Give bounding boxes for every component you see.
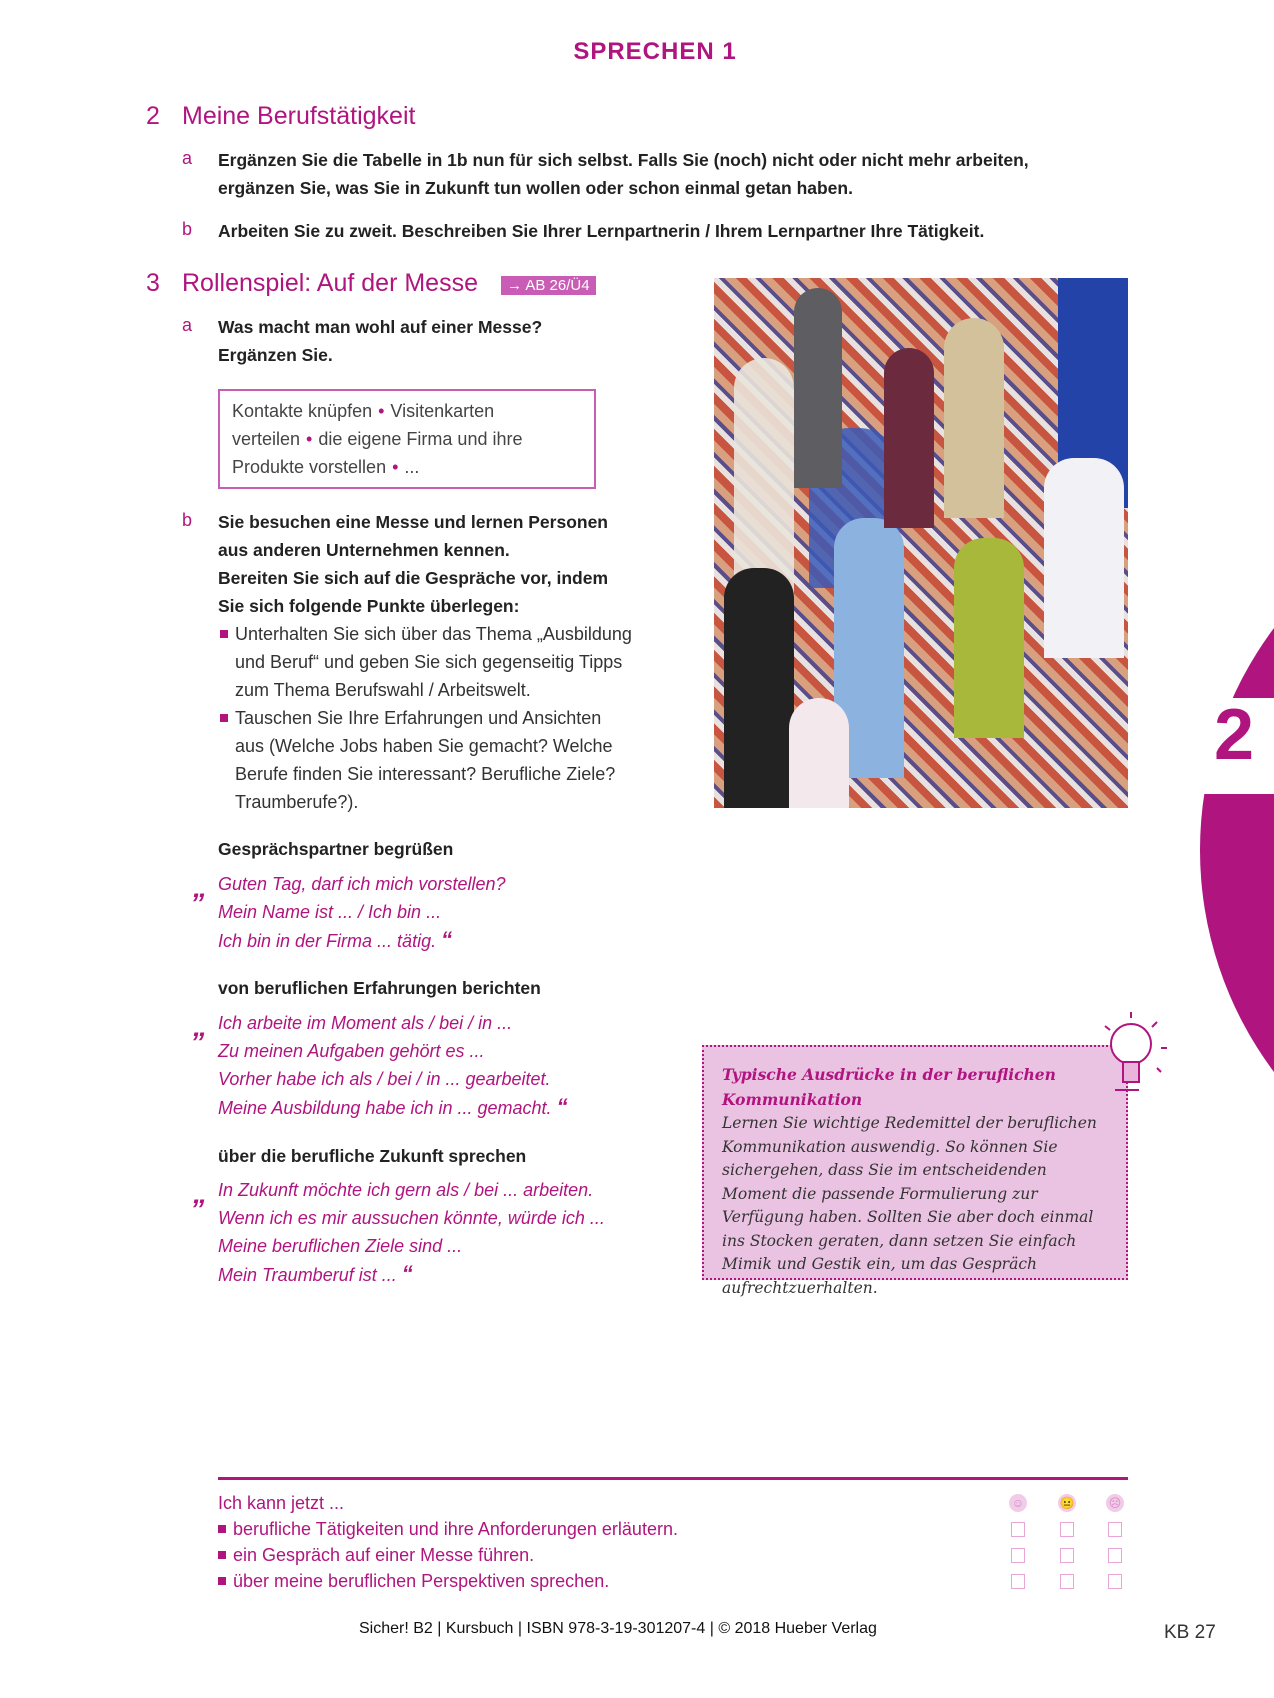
bullet-icon (218, 1577, 226, 1585)
quote-close-icon: “ (401, 1261, 413, 1286)
lightbulb-icon (1095, 1010, 1175, 1110)
phrase-list (218, 1009, 568, 1122)
phrase: Wenn ich es mir aussuchen könnte, würde ich ... (218, 1208, 605, 1228)
bullet-icon (218, 1525, 226, 1533)
bullet-line: Berufe finden Sie interessant? Berufliche Ziele? (235, 764, 616, 784)
separator: • (392, 457, 399, 477)
quote-close-icon: “ (556, 1094, 568, 1119)
checkbox[interactable] (1060, 1522, 1074, 1537)
word-item: Visitenkarten verteilen (232, 401, 495, 449)
checkbox[interactable] (1011, 1548, 1025, 1563)
separator: • (306, 429, 313, 449)
bullet-line: zum Thema Berufswahl / Arbeitswelt. (235, 680, 531, 700)
checkbox[interactable] (1108, 1548, 1122, 1563)
checkbox[interactable] (1011, 1574, 1025, 1589)
checkbox[interactable] (1108, 1574, 1122, 1589)
phrase: Ich arbeite im Moment als / bei / in ... (218, 1013, 513, 1033)
phrase-heading: Gesprächspartner begrüßen (218, 839, 454, 859)
phrase: Meine beruflichen Ziele sind ... (218, 1236, 463, 1256)
neutral-face-icon: 😐 (1059, 1496, 1075, 1510)
task-text: Ergänzen Sie die Tabelle in 1b nun für sich selbst. Falls Sie (noch) nicht oder nicht mehr arbeiten, (218, 150, 1029, 170)
word-item: Kontakte knüpfen (232, 401, 373, 421)
task-text: Sie besuchen eine Messe und lernen Personen (218, 512, 608, 532)
task-text: Ergänzen Sie. (218, 345, 333, 365)
chapter-number: 2 (1214, 695, 1255, 775)
sad-face-icon: ☹ (1106, 1494, 1124, 1512)
task-text: aus anderen Unternehmen kennen. (218, 540, 510, 560)
phrase-heading: über die berufliche Zukunft sprechen (218, 1146, 527, 1166)
bullet-item: Unterhalten Sie sich über das Thema „Ausbildung (220, 620, 632, 648)
task-text: Arbeiten Sie zu zweit. Beschreiben Sie Ihrer Lernpartnerin / Ihrem Lernpartner Ihre Tätigkeit. (218, 221, 985, 241)
word-item: die eigene Firma und ihre Produkte vorstellen (232, 429, 523, 477)
word-item: ... (404, 457, 420, 477)
phrase: Vorher habe ich als / bei / in ... gearbeitet. (218, 1069, 551, 1089)
book-code: KB (1164, 1622, 1190, 1643)
divider (218, 1477, 1128, 1480)
section-number: 2 (146, 102, 160, 130)
workbook-reference-badge[interactable]: → AB 26/Ü4 (501, 276, 596, 295)
task-text: Sie sich folgende Punkte überlegen: (218, 596, 520, 616)
bullet-line: Traumberufe?). (235, 792, 359, 812)
phrase: In Zukunft möchte ich gern als / bei ... arbeiten. (218, 1180, 594, 1200)
bullet-icon (218, 1551, 226, 1559)
checkbox[interactable] (1108, 1522, 1122, 1537)
section-title: Rollenspiel: Auf der Messe (182, 269, 478, 297)
bullet-line: aus (Welche Jobs haben Sie gemacht? Welche (235, 736, 613, 756)
task-text: Was macht man wohl auf einer Messe? (218, 317, 543, 337)
phrase: Meine Ausbildung habe ich in ... gemacht. (218, 1098, 552, 1118)
bullet-list (220, 620, 632, 816)
bullet-item: Tauschen Sie Ihre Erfahrungen und Ansichten (220, 704, 632, 732)
tip-box (702, 1045, 1128, 1297)
page-title: SPRECHEN 1 (573, 38, 737, 65)
word-box (218, 389, 596, 489)
bullet-icon (220, 630, 228, 638)
can-do-item: berufliche Tätigkeiten und ihre Anforderungen erläutern. (218, 1516, 678, 1542)
task-text: ergänzen Sie, was Sie in Zukunft tun wollen oder schon einmal getan haben. (218, 178, 853, 198)
can-do-list (218, 1490, 678, 1594)
quote-open-icon: „ (193, 872, 207, 903)
phrase: Guten Tag, darf ich mich vorstellen? (218, 874, 506, 894)
can-do-intro: Ich kann jetzt ... (218, 1493, 345, 1513)
phrase: Ich bin in der Firma ... tätig. (218, 931, 437, 951)
tip-title: Typische Ausdrücke in der beruflichen Kommunikation (722, 1065, 1056, 1109)
quote-open-icon: „ (193, 1178, 207, 1209)
phrase: Mein Traumberuf ist ... (218, 1265, 397, 1285)
quote-close-icon: “ (441, 927, 453, 952)
can-do-item: über meine beruflichen Perspektiven sprechen. (218, 1568, 678, 1594)
checkbox[interactable] (1060, 1548, 1074, 1563)
task-label: b (182, 510, 193, 530)
task-text: Bereiten Sie sich auf die Gespräche vor, indem (218, 568, 609, 588)
phrase-heading: von beruflichen Erfahrungen berichten (218, 978, 541, 998)
phrase: Zu meinen Aufgaben gehört es ... (218, 1041, 485, 1061)
checkbox[interactable] (1011, 1522, 1025, 1537)
bullet-icon (220, 714, 228, 722)
page-number (1164, 1622, 1216, 1644)
checkbox[interactable] (1060, 1574, 1074, 1589)
footer-text: Sicher! B2 | Kursbuch | ISBN 978-3-19-301207-4 | © 2018 Hueber Verlag (359, 1620, 877, 1637)
section-title: Meine Berufstätigkeit (182, 102, 416, 130)
task-label: b (182, 219, 193, 239)
phrase-list (218, 1176, 605, 1289)
bullet-line: und Beruf“ und geben Sie sich gegenseitig Tipps (235, 652, 623, 672)
can-do-item: ein Gespräch auf einer Messe führen. (218, 1542, 678, 1568)
tip-body: Lernen Sie wichtige Redemittel der beruflichen Kommunikation auswendig. So können Sie sichergehen, dass Sie im entscheidenden Moment die passende Formulierung zur Verfügung haben. Sollten Sie aber doch einmal ins Stocken geraten, dann setzen Sie einfach Mimik und Gestik ein, um das Gespräch aufrechtzuerhalten. (722, 1114, 1097, 1297)
task-label: a (182, 315, 193, 335)
happy-face-icon: ☺ (1009, 1494, 1027, 1512)
separator: • (378, 401, 385, 421)
task-label: a (182, 148, 193, 168)
page-num: 27 (1194, 1622, 1216, 1643)
phrase-list (218, 870, 505, 955)
quote-open-icon: „ (193, 1011, 207, 1042)
section-number: 3 (146, 269, 160, 297)
trade-fair-photo (714, 278, 1128, 808)
phrase: Mein Name ist ... / Ich bin ... (218, 902, 442, 922)
